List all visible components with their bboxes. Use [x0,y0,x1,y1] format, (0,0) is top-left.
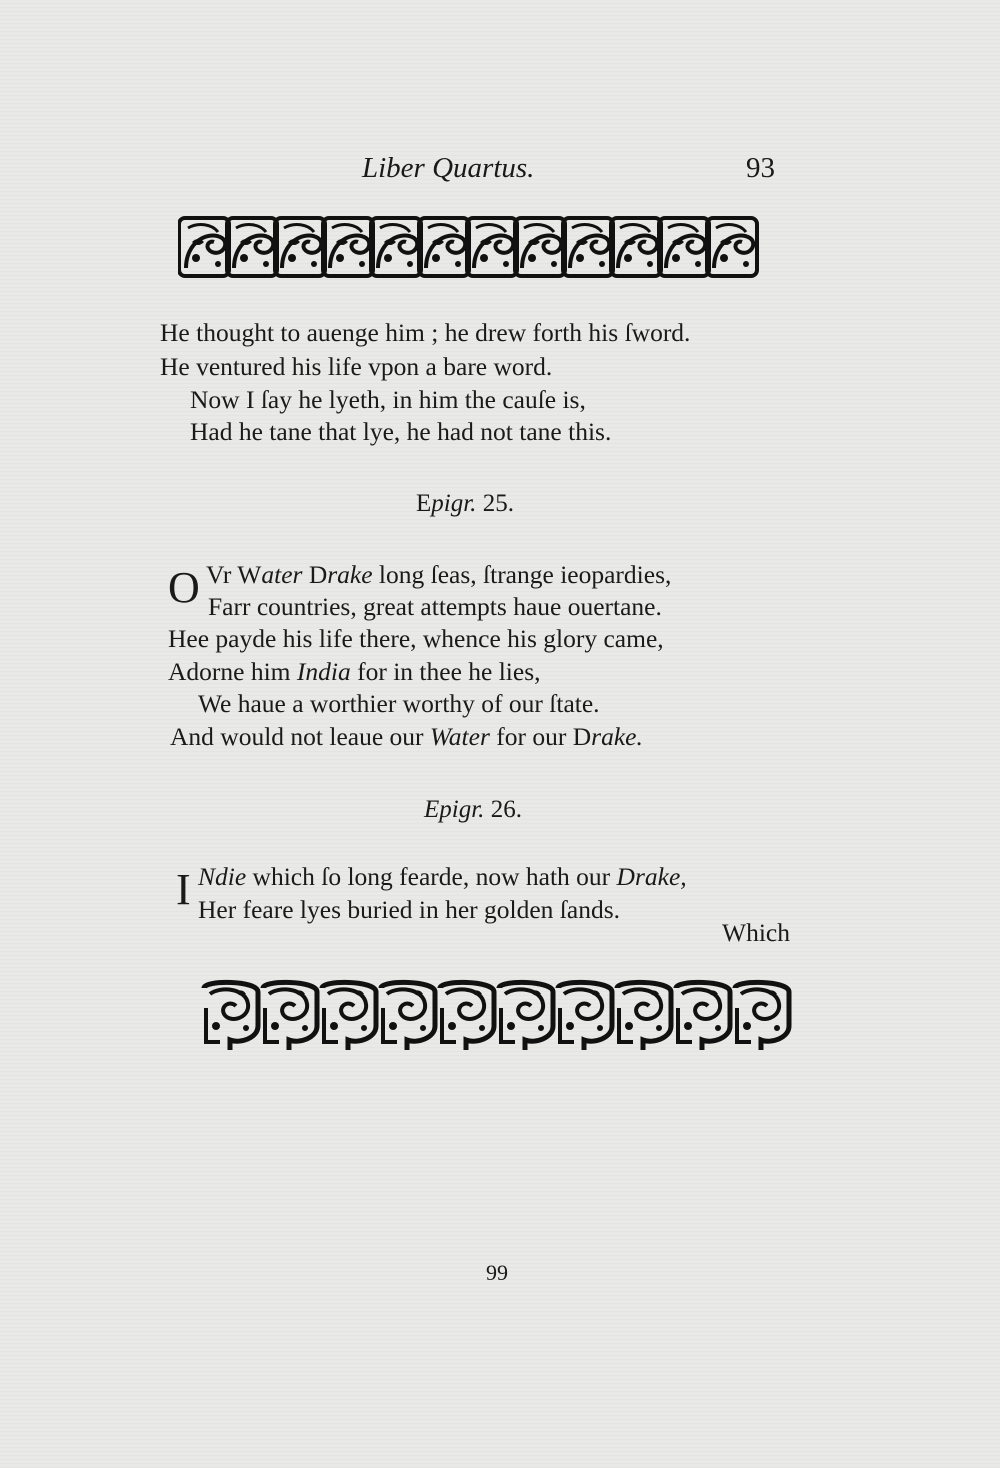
drop-cap: O [168,563,200,612]
sheet-number: 99 [486,1260,508,1285]
poem-line: He ventured his life vpon a bare word. [160,352,553,381]
poem-line: We haue a worthier worthy of our ſtate. [198,689,600,718]
poem-line: Her feare lyes buried in her golden ſands. [198,895,621,924]
bottom-ornament [200,978,792,1054]
drop-cap: I [176,865,191,914]
epigram-heading: Epigr. 25. [416,490,514,517]
poem-line: Now I ſay he lyeth, in him the cauſe is, [190,385,586,414]
poem-line: And would not leaue our Water for our Drake. [170,722,643,751]
poem-line: Adorne him India for in thee he lies, [168,657,541,686]
catchword: Which [722,918,790,947]
page-number: 93 [746,152,775,184]
poem-line: Hee payde his life there, whence his glory came, [168,624,664,653]
running-title: Liber Quartus. [362,152,535,184]
poem-line: He thought to auenge him ; he drew forth his ſword. [160,318,691,347]
poem-line: Ndie which ſo long fearde, now hath our Drake, [198,862,687,891]
poem-line: Farr countries, great attempts haue ouertane. [208,592,662,621]
poem-line: Had he tane that lye, he had not tane this. [190,417,612,446]
poem-line: Vr Water Drake long ſeas, ſtrange ieopardies, [206,560,672,589]
top-ornament [178,212,764,284]
epigram-heading: Epigr. 26. [424,796,522,823]
